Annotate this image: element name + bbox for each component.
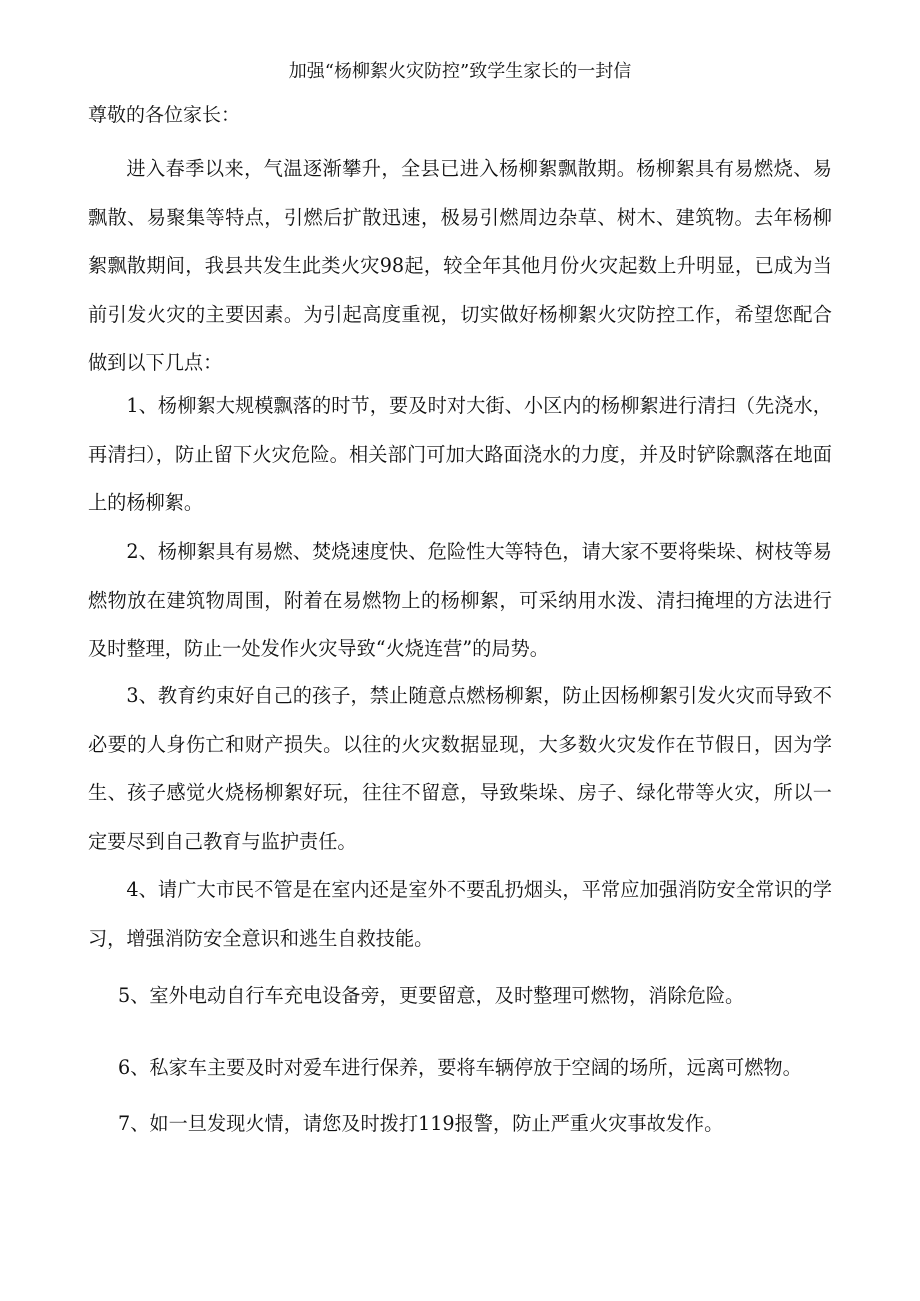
item-5-paragraph: 5、室外电动自行车充电设备旁，更要留意，及时整理可燃物，消除危险。 bbox=[118, 984, 745, 1007]
item-6-paragraph: 6、私家车主要及时对爱车进行保养，要将车辆停放于空阔的场所，远离可燃物。 bbox=[118, 1056, 802, 1079]
item-1-paragraph: 1、杨柳絮大规模飘落的时节，要及时对大街、小区内的杨柳絮进行清扫（先浇水，再清扫），防止留下火灾危险。相关部门可加大路面浇水的力度，并及时铲除飘落在地面上的杨柳絮。 bbox=[88, 394, 832, 514]
item-4-paragraph: 4、请广大市民不管是在室内还是室外不要乱扔烟头，平常应加强消防安全常识的学习，增强消防安全意识和逃生自救技能。 bbox=[88, 878, 832, 950]
salutation: 尊敬的各位家长： bbox=[88, 104, 241, 126]
intro-paragraph: 进入春季以来，气温逐渐攀升，全县已进入杨柳絮飘散期。杨柳絮具有易燃烧、易飘散、易聚集等特点，引燃后扩散迅速，极易引燃周边杂草、树木、建筑物。去年杨柳絮飘散期间，我县共发生此类火灾98起，较全年其他月份火灾起数上升明显，已成为当前引发火灾的主要因素。为引起高度重视，切实做好杨柳絮火灾防控工作，希望您配合做到以下几点： bbox=[88, 157, 832, 374]
item-2-paragraph: 2、杨柳絮具有易燃、焚烧速度快、危险性大等特色，请大家不要将柴垛、树枝等易燃物放在建筑物周围，附着在易燃物上的杨柳絮，可采纳用水泼、清扫掩埋的方法进行及时整理，防止一处发作火灾导致“火烧连营”的局势。 bbox=[88, 540, 832, 660]
item-3-paragraph: 3、教育约束好自己的孩子，禁止随意点燃杨柳絮，防止因杨柳絮引发火灾而导致不必要的人身伤亡和财产损失。以往的火灾数据显现，大多数火灾发作在节假日，因为学生、孩子感觉火烧杨柳絮好玩，往往不留意，导致柴垛、房子、绿化带等火灾，所以一定要尽到自己教育与监护责任。 bbox=[88, 684, 832, 853]
item-7-paragraph: 7、如一旦发现火情，请您及时拨打119报警，防止严重火灾事故发作。 bbox=[118, 1112, 724, 1135]
letter-title: 加强“杨柳絮火灾防控”致学生家长的一封信 bbox=[288, 61, 632, 82]
